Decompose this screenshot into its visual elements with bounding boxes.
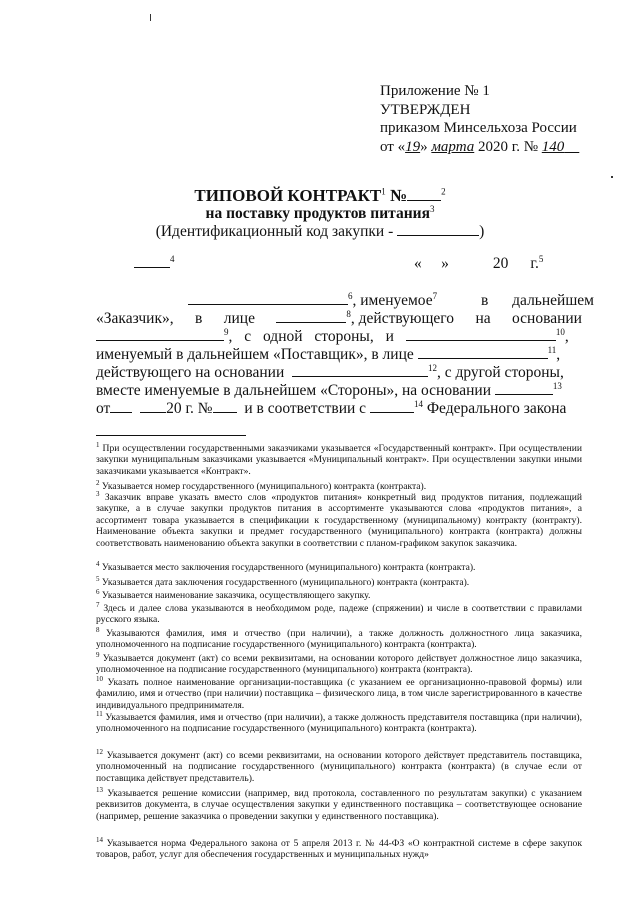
body-line-6: вместе именуемые в дальнейшем «Стороны», на основании $^{13}$ (96, 380, 562, 399)
footnote-number: 13 (96, 785, 103, 794)
footnote-text: Заказчик вправе указать вместо слов «продуктов питания» конкретный вид продуктов питания, подлежащий закупке, а в случае закупки продуктов питания в ассортименте указываются слова «продуктов питания», а ассортимент товара указывается в спецификации к государственному (муниципальному) контракту (контракту). Наименование объекта закупки и предмет государственного (муниципального) контракта (контракта) должны соответствовать наименованию объекта закупки в соответствии с планом-графиком закупок заказчика. (96, 492, 582, 549)
footnote-text: Указываются фамилия, имя и отчество (при наличии), а также должность должностного лица заказчика, уполномоченного на подписание государственного (муниципального) контракта (контракта). (96, 628, 582, 651)
approval-day: 19 (405, 138, 421, 155)
footnote-divider (96, 435, 246, 436)
footnote-13 (96, 785, 582, 822)
approval-block (380, 82, 610, 156)
footnote-14 (96, 835, 582, 861)
contract-date: « » 20 г.$^5$ (414, 253, 544, 272)
procurement-code: (Идентификационный код закупки - ) (155, 223, 485, 240)
body-line-7: от 20 г. № и в соответствии с $^{14}$ Федерального закона (96, 398, 567, 417)
footnote-text: Указать полное наименование организации-поставщика (с указанием ее организационно-правовой формы) или фамилию, имя и отчество (при наличии) поставщика – физического лица, в том числе зарегистрированного в качестве индивидуального предпринимателя. (96, 677, 582, 711)
scan-mark (150, 14, 151, 21)
contract-place: 4 (134, 255, 175, 273)
approval-month: марта (431, 138, 475, 155)
footnote-number: 4 (96, 559, 100, 568)
body-line-4: именуемый в дальнейшем «Поставщик», в лице $^{11}$, (96, 344, 561, 363)
footnote-9 (96, 650, 582, 676)
footnote-text: При осуществлении государственными заказчиками указывается «Государственный контракт». При осуществлении закупки муниципальным заказчиками указывается «Муниципальный контракт». При осуществлении закупки иными заказчиками указывается «Контракт». (96, 443, 582, 477)
footnote-number: 7 (96, 600, 100, 609)
footnote-text: Указывается документ (акт) со всеми реквизитами, на основании которого действует должностное лицо заказчика, уполномоченное на подписание государственного (муниципального) контракта (контракта). (96, 653, 582, 676)
body-line-1: $^6$, именуемое$^7$ в дальнейшем (96, 292, 582, 310)
footnote-number: 6 (96, 587, 100, 596)
footnote-text: Здесь и далее слова указываются в необходимом роде, падеже (спряжении) и числе в соответствии с правилами русского языка. (96, 603, 582, 626)
footnote-text: Указывается решение комиссии (например, вид протокола, составленного по результатам закупки) с указанием реквизитов документа, в случае осуществления закупки у единственного поставщика – соответствующее основание (например, решение заказчика о проведении закупки у единственного поставщика). (96, 788, 582, 822)
footnote-4 (96, 559, 582, 573)
footnote-text: Указывается документ (акт) со всеми реквизитами, на основании которого действует представитель поставщика, уполномоченный на подписание государственного (муниципального) контракта (контракта) (в случае если от поставщика действует представитель). (96, 750, 582, 784)
approval-approved: УТВЕРЖДЕН (380, 101, 471, 118)
footnote-6 (96, 587, 582, 601)
footnote-text: Указывается наименование заказчика, осуществляющего закупку. (99, 590, 371, 601)
footnote-number: 11 (96, 709, 103, 718)
body-line-5: действующего на основании $^{12}$, с другой стороны, (96, 362, 564, 381)
page-title: ТИПОВОЙ КОНТРАКТ$^1$ № $^2$ (194, 186, 446, 205)
footnote-number: 10 (96, 674, 103, 683)
footnote-11 (96, 709, 582, 735)
footnote-12 (96, 747, 582, 784)
footnote-text: Указывается место заключения государственного (муниципального) контракта (контракта). (99, 562, 476, 573)
footnote-text: Указывается номер государственного (муниципального) контракта (контракта). (99, 481, 427, 492)
footnote-7 (96, 600, 582, 626)
footnote-number: 12 (96, 747, 103, 756)
page-subtitle: на поставку продуктов питания$^3$ (205, 203, 435, 222)
footnote-3 (96, 489, 582, 549)
scan-mark (611, 176, 613, 178)
footnote-number: 1 (96, 440, 100, 449)
approval-date-line: от «19» марта 2020 г. № 140 (380, 138, 565, 155)
footnote-number: 2 (96, 478, 100, 487)
footnote-number: 9 (96, 650, 100, 659)
footnote-text: Указывается фамилия, имя и отчество (при наличии), а также должность представителя поставщика (при наличии), уполномоченного на подписание государственного (муниципального) контракта (контракта). (96, 712, 582, 735)
footnote-number: 14 (96, 835, 103, 844)
approval-order: приказом Минсельхоза России (380, 120, 577, 136)
footnote-2 (96, 478, 582, 492)
footnote-5 (96, 574, 582, 588)
body-line-2: «Заказчик», в лице $^8$, действующего на основании (96, 308, 582, 327)
footnote-number: 8 (96, 625, 100, 634)
footnote-1 (96, 440, 582, 477)
body-line-3: $^9$, с одной стороны, и $^{10}$, (96, 328, 582, 346)
footnote-text: Указывается дата заключения государственного (муниципального) контракта (контракта). (99, 577, 470, 588)
footnote-text: Указывается норма Федерального закона от 5 апреля 2013 г. № 44-ФЗ «О контрактной системе в сфере закупок товаров, работ, услуг для обеспечения государственных и муниципальных нужд» (96, 838, 582, 861)
footnote-8 (96, 625, 582, 651)
approval-number: 140 (541, 138, 565, 155)
footnote-number: 5 (96, 574, 100, 583)
approval-appendix: Приложение № 1 (380, 83, 490, 99)
footnote-number: 3 (96, 489, 100, 498)
footnote-10 (96, 674, 582, 711)
